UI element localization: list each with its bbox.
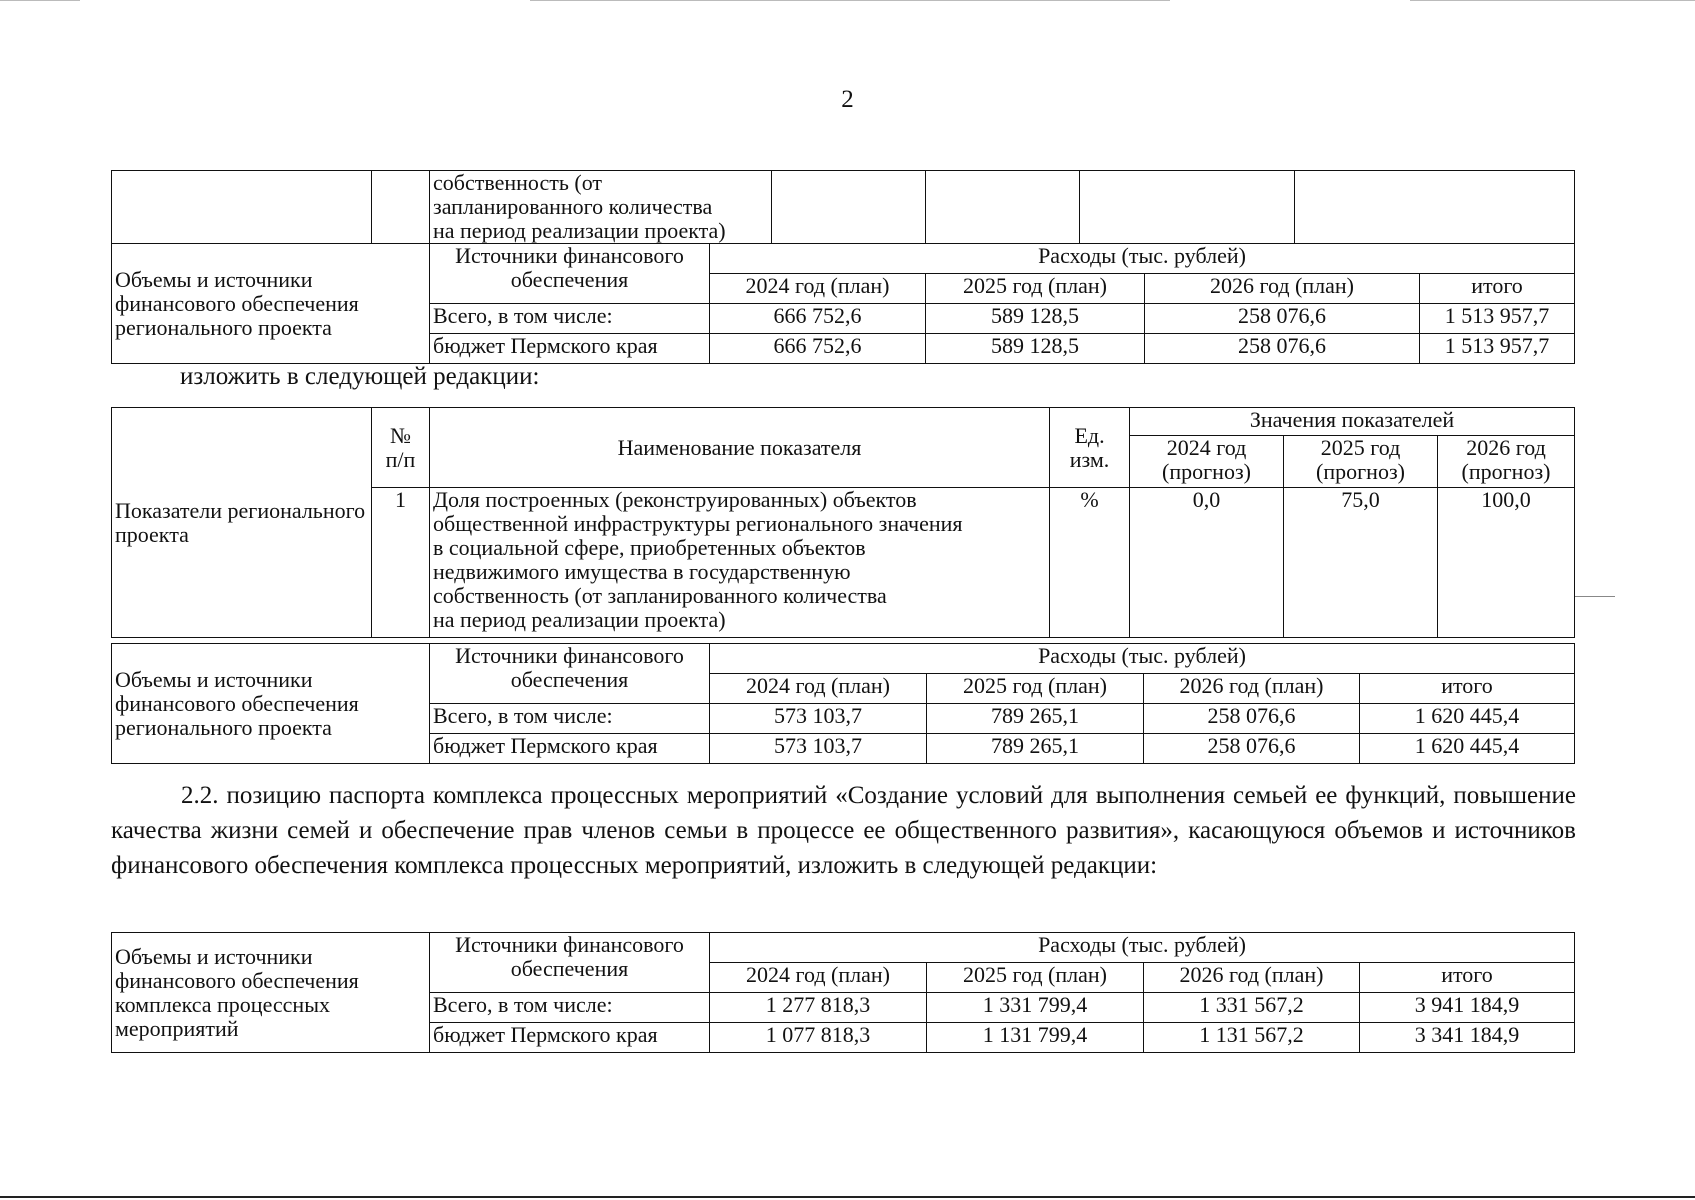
unit-header: Ед. изм. <box>1050 408 1130 488</box>
value-cell: 589 128,5 <box>926 304 1145 334</box>
scan-edge <box>0 1196 1695 1198</box>
value-cell: 258 076,6 <box>1145 334 1420 364</box>
table-new-finance <box>111 643 1575 764</box>
row-label: бюджет Пермского края <box>430 1023 710 1053</box>
value-cell: 3 941 184,9 <box>1360 993 1575 1023</box>
column-header: итого <box>1360 963 1575 993</box>
column-header: 2025 год (план) <box>926 274 1145 304</box>
empty-cell <box>926 171 1080 244</box>
value-cell: 573 103,7 <box>710 734 927 764</box>
scan-artifact <box>0 0 80 1</box>
column-header: итого <box>1360 674 1575 704</box>
indicator-name-fragment: собственность (от запланированного количества на период реализации проекта) <box>430 171 772 244</box>
indicator-value: 0,0 <box>1130 488 1284 638</box>
empty-cell <box>1295 171 1575 244</box>
value-cell: 1 620 445,4 <box>1360 734 1575 764</box>
value-cell: 258 076,6 <box>1145 304 1420 334</box>
value-cell: 1 277 818,3 <box>710 993 927 1023</box>
column-header: 2026 год (план) <box>1145 274 1420 304</box>
value-cell: 666 752,6 <box>710 304 926 334</box>
value-cell: 789 265,1 <box>927 734 1144 764</box>
scan-artifact <box>1575 596 1615 597</box>
column-header: итого <box>1420 274 1575 304</box>
indicator-num: 1 <box>372 488 430 638</box>
finance-label: Объемы и источники финансового обеспечения регионального проекта <box>112 644 430 764</box>
values-header: Значения показателей <box>1130 408 1575 436</box>
indicator-unit: % <box>1050 488 1130 638</box>
row-label: бюджет Пермского края <box>430 734 710 764</box>
value-cell: 1 131 799,4 <box>927 1023 1144 1053</box>
empty-cell <box>1080 171 1295 244</box>
column-header: 2026 год (план) <box>1144 963 1360 993</box>
value-cell: 258 076,6 <box>1144 734 1360 764</box>
column-header: 2025 год (план) <box>927 674 1144 704</box>
num-header: № п/п <box>372 408 430 488</box>
scan-artifact <box>1410 0 1695 1</box>
table-new-version <box>111 407 1575 638</box>
row-label: Всего, в том числе: <box>430 704 710 734</box>
table-complex-finance <box>111 932 1575 1053</box>
value-cell: 1 331 567,2 <box>1144 993 1360 1023</box>
column-header: 2024 год (план) <box>710 674 927 704</box>
column-header: 2026 год (план) <box>1144 674 1360 704</box>
year-header: 2025 год (прогноз) <box>1284 436 1438 488</box>
indicator-value: 100,0 <box>1438 488 1575 638</box>
row-label: бюджет Пермского края <box>430 334 710 364</box>
table-old-version <box>111 170 1575 364</box>
indicators-label: Показатели регионального проекта <box>112 408 372 638</box>
value-cell: 1 620 445,4 <box>1360 704 1575 734</box>
expenses-header: Расходы (тыс. рублей) <box>710 644 1575 674</box>
indicator-value: 75,0 <box>1284 488 1438 638</box>
scan-artifact <box>530 0 1170 1</box>
expenses-header: Расходы (тыс. рублей) <box>710 933 1575 963</box>
column-header: 2024 год (план) <box>710 274 926 304</box>
column-header: 2024 год (план) <box>710 963 927 993</box>
value-cell: 1 513 957,7 <box>1420 334 1575 364</box>
value-cell: 1 077 818,3 <box>710 1023 927 1053</box>
value-cell: 789 265,1 <box>927 704 1144 734</box>
paragraph-text: 2.2. позицию паспорта комплекса процессных мероприятий «Создание условий для выполнения семьей ее функций, повышение качества жизни семей и обеспечение прав членов семьи в процессе ее общественного развития», касающуюся объемов и источников финансового обеспечения комплекса процессных мероприятий, изложить в следующей редакции: <box>111 782 1576 879</box>
intro-text: изложить в следующей редакции: <box>180 363 540 390</box>
sources-header: Источники финансового обеспечения <box>430 244 710 304</box>
value-cell: 258 076,6 <box>1144 704 1360 734</box>
row-label: Всего, в том числе: <box>430 304 710 334</box>
empty-cell <box>772 171 926 244</box>
empty-cell <box>372 171 430 244</box>
value-cell: 589 128,5 <box>926 334 1145 364</box>
row-label: Всего, в том числе: <box>430 993 710 1023</box>
sources-header: Источники финансового обеспечения <box>430 933 710 993</box>
indicator-name: Доля построенных (реконструированных) объектов общественной инфраструктуры регионального значения в социальной сфере, приобретенных объектов недвижимого имущества в государственную собственность (от запланированного количества на период реализации проекта) <box>430 488 1050 638</box>
page-number: 2 <box>841 86 854 113</box>
empty-cell <box>112 171 372 244</box>
sources-header: Источники финансового обеспечения <box>430 644 710 704</box>
year-header: 2026 год (прогноз) <box>1438 436 1575 488</box>
value-cell: 1 131 567,2 <box>1144 1023 1360 1053</box>
name-header: Наименование показателя <box>430 408 1050 488</box>
expenses-header: Расходы (тыс. рублей) <box>710 244 1575 274</box>
value-cell: 3 341 184,9 <box>1360 1023 1575 1053</box>
column-header: 2025 год (план) <box>927 963 1144 993</box>
finance-label: Объемы и источники финансового обеспечения комплекса процессных мероприятий <box>112 933 430 1053</box>
finance-label: Объемы и источники финансового обеспечения регионального проекта <box>112 244 430 364</box>
value-cell: 1 331 799,4 <box>927 993 1144 1023</box>
value-cell: 1 513 957,7 <box>1420 304 1575 334</box>
year-header: 2024 год (прогноз) <box>1130 436 1284 488</box>
value-cell: 573 103,7 <box>710 704 927 734</box>
value-cell: 666 752,6 <box>710 334 926 364</box>
paragraph-2-2 <box>111 778 1576 883</box>
